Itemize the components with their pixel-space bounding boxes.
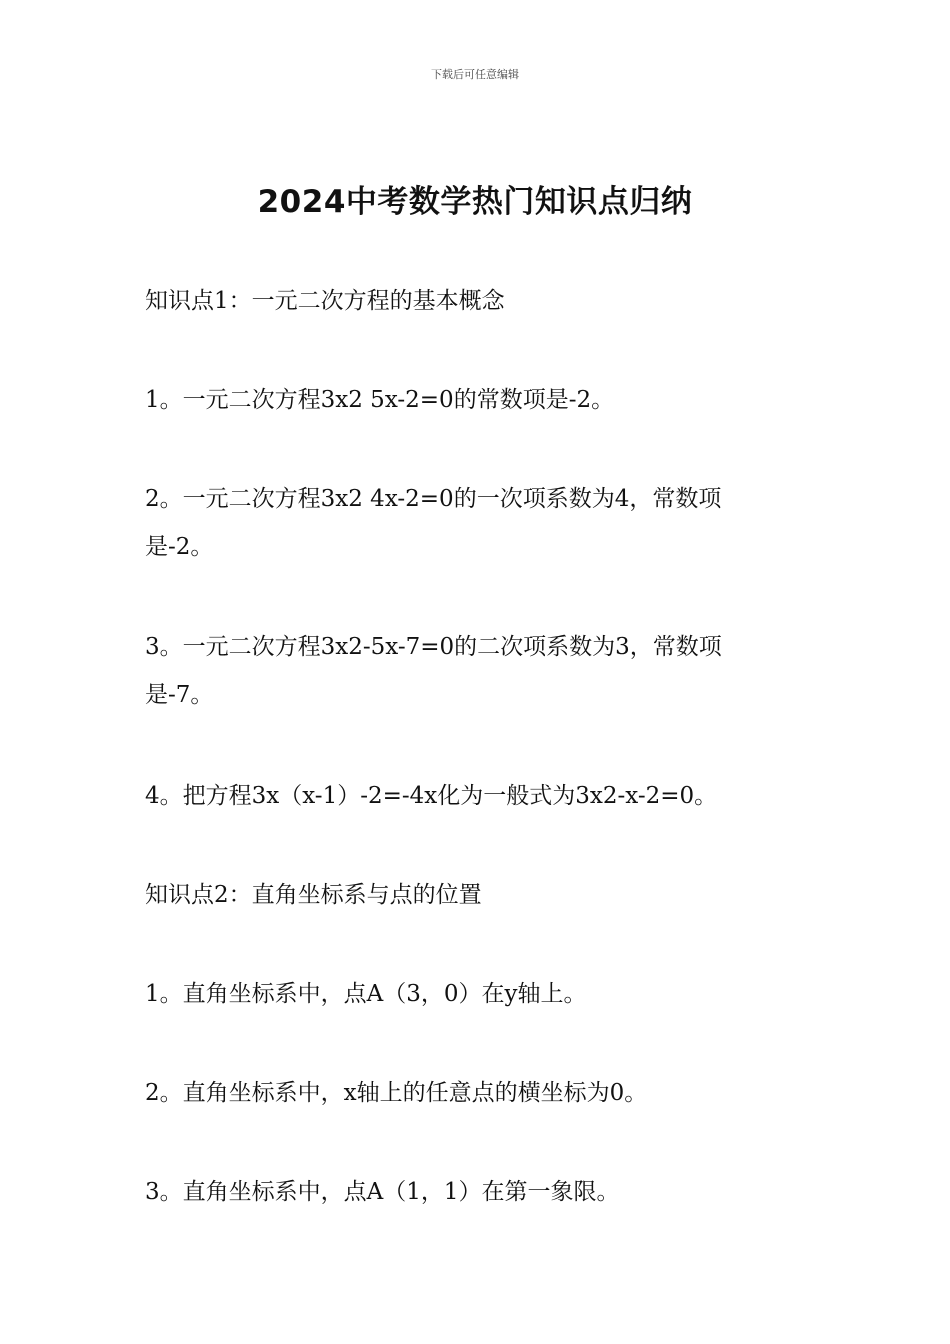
section-heading-2: 知识点2：直角坐标系与点的位置 <box>145 882 482 908</box>
paragraph-line: 2。直角坐标系中，x轴上的任意点的横坐标为0。 <box>145 1080 648 1106</box>
paragraph-line: 3。一元二次方程3x2-5x-7=0的二次项系数为3，常数项 <box>145 634 722 660</box>
paragraph-item <box>145 475 810 571</box>
paragraph-line: 是-2。 <box>145 534 214 560</box>
paragraph-item <box>145 1168 810 1216</box>
section-heading-1: 知识点1：一元二次方程的基本概念 <box>145 288 505 314</box>
paragraph-item <box>145 623 810 719</box>
paragraph-line: 1。直角坐标系中，点A（3，0）在y轴上。 <box>145 981 587 1007</box>
paragraph-line: 2。一元二次方程3x2 4x-2=0的一次项系数为4，常数项 <box>145 486 722 512</box>
document-title: 2024中考数学热门知识点归纳 <box>257 184 693 220</box>
paragraph-item <box>145 772 810 820</box>
paragraph-line: 是-7。 <box>145 682 214 708</box>
paragraph-line: 3。直角坐标系中，点A（1，1）在第一象限。 <box>145 1179 620 1205</box>
paragraph-line: 1。一元二次方程3x2 5x-2=0的常数项是-2。 <box>145 387 615 413</box>
paragraph-item <box>145 970 810 1018</box>
paragraph-item <box>145 376 810 424</box>
page-header-note: 下载后可任意编辑 <box>431 68 519 81</box>
paragraph-line: 4。把方程3x（x-1）-2=-4x化为一般式为3x2-x-2=0。 <box>145 783 718 809</box>
paragraph-item <box>145 1069 810 1117</box>
